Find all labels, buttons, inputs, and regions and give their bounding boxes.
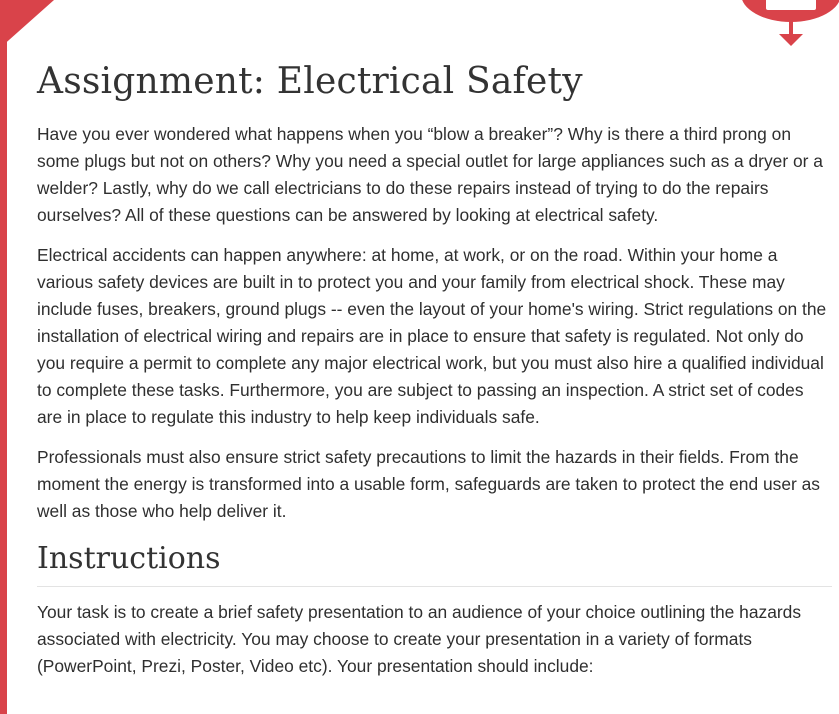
instructions-paragraph: Your task is to create a brief safety presentation to an audience of your choice outlining the hazards associated with electricity. You may choose to create your presentation in a variety of formats (PowerPoint, Prezi, Poster, Video etc). Your presentation should include: (37, 602, 802, 676)
instructions-heading: Instructions (37, 539, 832, 587)
assignment-download-icon (736, 0, 839, 48)
assignment-content (37, 54, 832, 693)
professionals-paragraph: Professionals must also ensure strict safety precautions to limit the hazards in their fields. From the moment the energy is transformed into a usable form, safeguards are taken to protect the end user as well as those who help deliver it. (37, 447, 821, 521)
page-title: Assignment: Electrical Safety (37, 61, 583, 102)
corner-fold-decoration (0, 0, 54, 48)
accidents-paragraph: Electrical accidents can happen anywhere: at home, at work, or on the road. Within your home a various safety devices are built in to protect you and your family from electrical shock. These may include fuses, breakers, ground plugs -- even the layout of your home's wiring. Strict regulations on the installation of electrical wiring and repairs are in place to ensure that safety is regulated. Not only do you require a permit to complete any major electrical work, but you must also hire a qualified individual to complete these tasks. Furthermore, you are subject to passing an inspection. A strict set of codes are in place to regulate this industry to help keep individuals safe. (37, 245, 827, 427)
left-accent-bar (0, 0, 7, 714)
intro-paragraph: Have you ever wondered what happens when you “blow a breaker”? Why is there a third prong on some plugs but not on others? Why you need a special outlet for large appliances such as a dryer or a welder? Lastly, why do we call electricians to do these repairs instead of trying to do the repairs ourselves? All of these questions can be answered by looking at electrical safety. (37, 124, 823, 225)
